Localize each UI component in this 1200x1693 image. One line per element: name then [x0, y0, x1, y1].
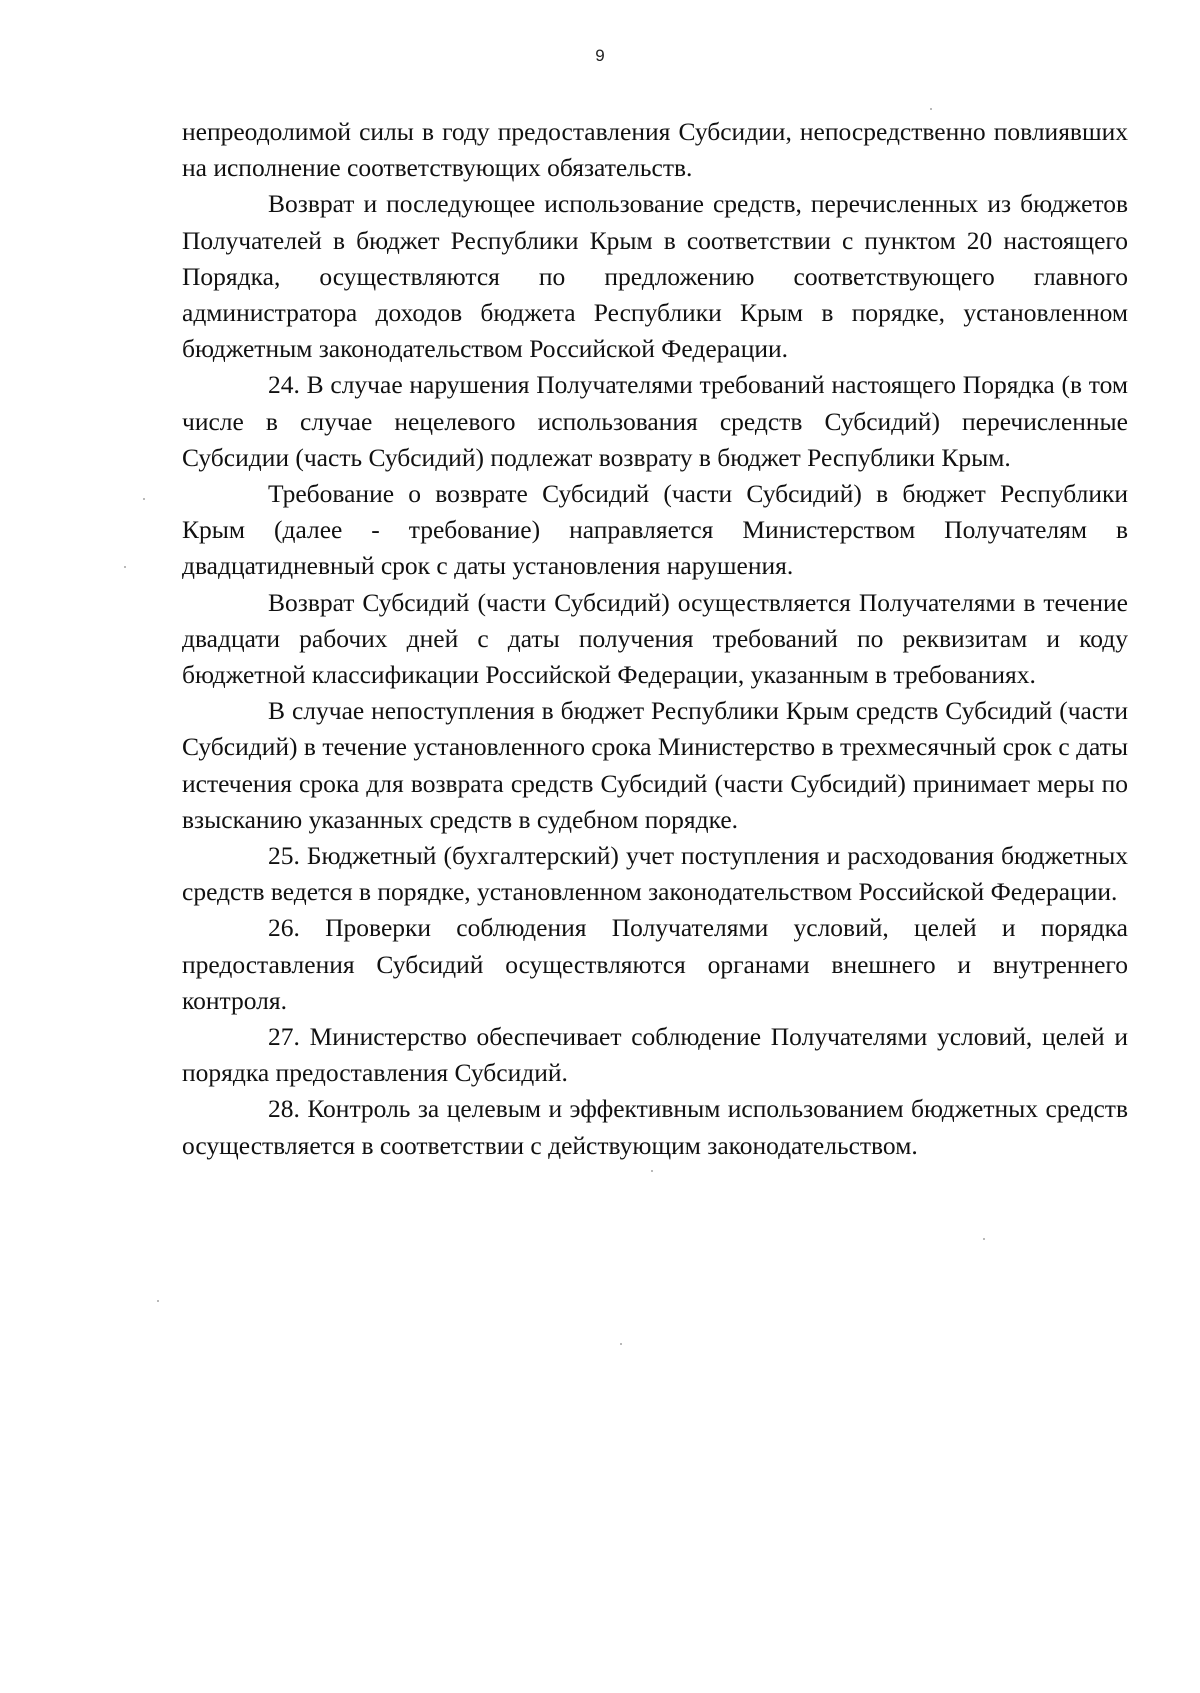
scan-speck	[651, 1170, 653, 1172]
page-number: 9	[595, 46, 605, 65]
paragraph-non-receipt: В случае непоступления в бюджет Республики Крым средств Субсидий (части Субсидий) в течение установленного срока Министерство в трехмесячный срок с даты истечения срока для возврата средств Субсидий (части Субсидий) принимает меры по взысканию указанных средств в судебном порядке.	[182, 696, 1128, 834]
scan-speck	[157, 1300, 159, 1302]
scan-speck	[143, 498, 145, 500]
paragraph-continuation: непреодолимой силы в году предоставления Субсидии, непосредственно повлиявших на исполнение соответствующих обязательств.	[182, 117, 1128, 183]
paragraph-clause-28: 28. Контроль за целевым и эффективным использованием бюджетных средств осуществляется в соответствии с действующим законодательством.	[182, 1094, 1128, 1160]
paragraph-return-of-funds: Возврат и последующее использование средств, перечисленных из бюджетов Получателей в бюджет Республики Крым в соответствии с пунктом 20 настоящего Порядка, осуществляются по предложению соответствующего главного администратора доходов бюджета Республики Крым в порядке, установленном бюджетным законодательством Российской Федерации.	[182, 189, 1128, 364]
paragraph-clause-24: 24. В случае нарушения Получателями требований настоящего Порядка (в том числе в случае нецелевого использования средств Субсидий) перечисленные Субсидии (часть Субсидий) подлежат возврату в бюджет Республики Крым.	[182, 370, 1128, 472]
paragraph-return-procedure: Возврат Субсидий (части Субсидий) осуществляется Получателями в течение двадцати рабочих дней с даты получения требований по реквизитам и коду бюджетной классификации Российской Федерации, указанным в требованиях.	[182, 587, 1128, 690]
scan-speck	[930, 108, 932, 110]
paragraph-return-demand: Требование о возврате Субсидий (части Субсидий) в бюджет Республики Крым (далее - требование) направляется Министерством Получателям в двадцатидневный срок с даты установления нарушения.	[182, 479, 1128, 581]
scan-speck	[620, 1343, 622, 1345]
paragraph-clause-26: 26. Проверки соблюдения Получателями условий, целей и порядка предоставления Субсидий осуществляются органами внешнего и внутреннего контроля.	[182, 913, 1128, 1015]
scan-speck	[124, 566, 126, 568]
paragraph-clause-25: 25. Бюджетный (бухгалтерский) учет поступления и расходования бюджетных средств ведется в порядке, установленном законодательством Российской Федерации.	[182, 841, 1128, 907]
scan-speck	[983, 1238, 985, 1240]
paragraph-clause-27: 27. Министерство обеспечивает соблюдение Получателями условий, целей и порядка предоставления Субсидий.	[182, 1022, 1128, 1088]
document-body	[182, 114, 1128, 1164]
